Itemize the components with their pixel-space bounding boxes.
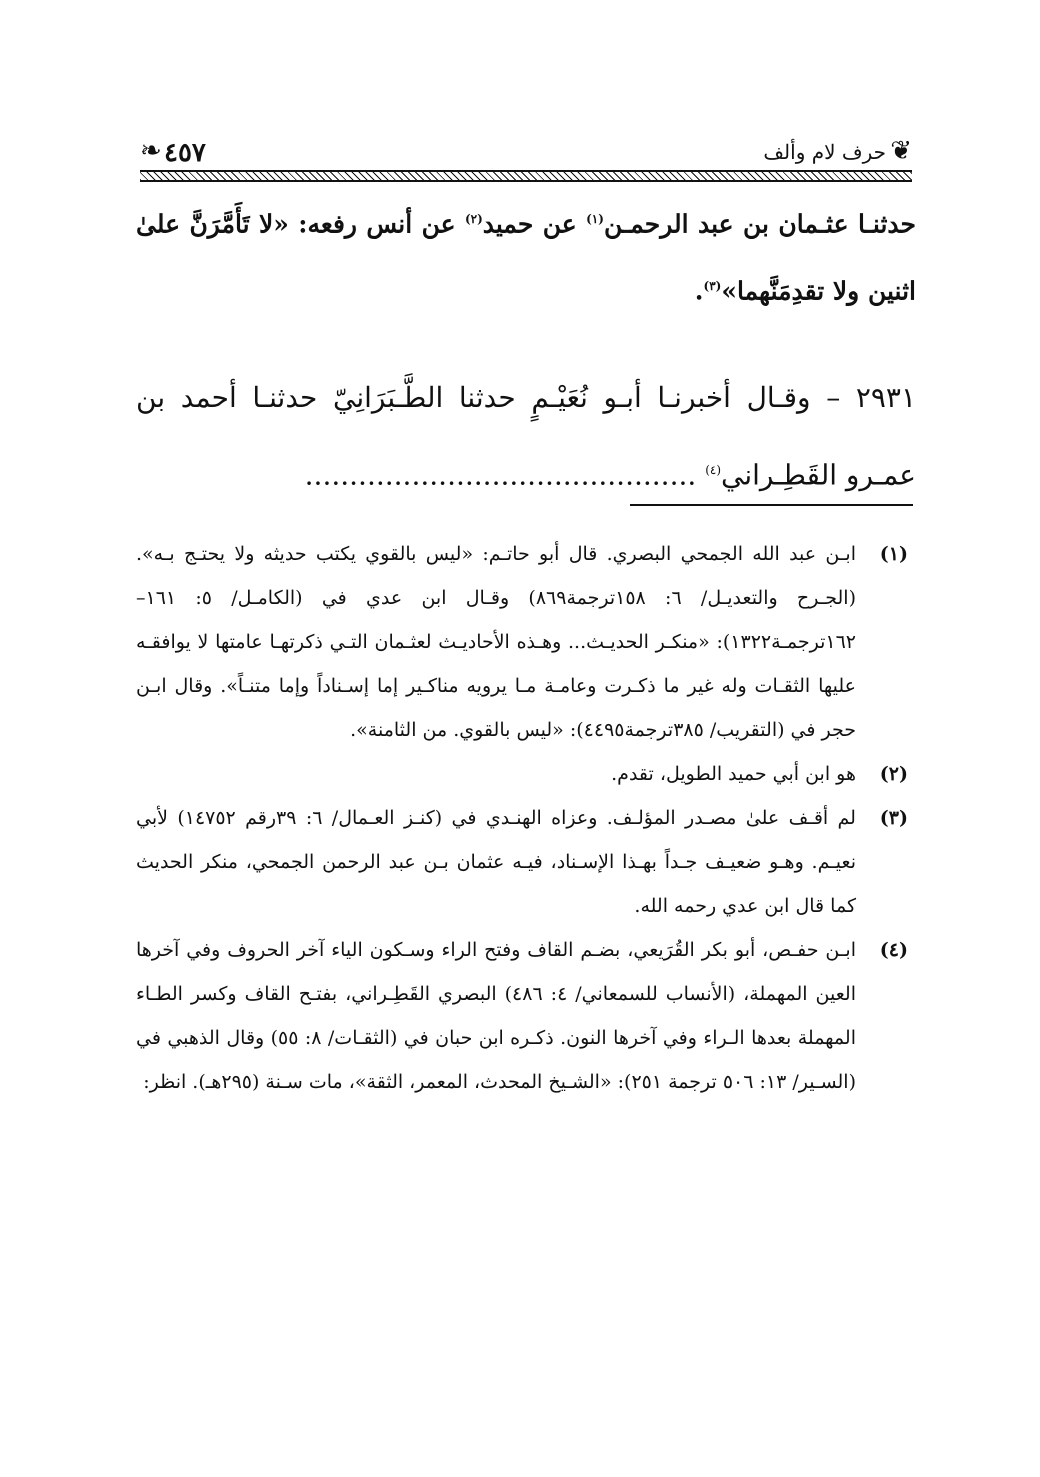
footnote-text: هو ابن أبي حميد الطويل، تقدم. [611, 763, 856, 785]
footnote [136, 796, 908, 928]
ellipsis-dots: ............................................ [304, 458, 706, 492]
footnote-number: (٣) [879, 807, 908, 829]
ornament-icon: ❦ [890, 136, 912, 166]
page-number: ٤٥٧ [164, 138, 206, 168]
running-title: حرف لام وألف [763, 140, 886, 164]
footnote-ref: (٤) [705, 463, 722, 477]
ornament-icon: ❧ [140, 136, 162, 166]
footnote-text: لم أقـف علىٰ مصـدر المؤلـف. وعزاه الهنـدي في (كنـز العـمال/ ٦: ٣٩رقم ١٤٧٥٢) لأبي نعيـم. وهـو ضعيـف جـداً بهـذا الإسـناد، فيـه عثمان بـن عبد الرحمن الجمحي، منكر الحديث كما قال ابن عدي رحمه الله. [136, 807, 856, 917]
footnote-ref: (٢) [464, 212, 483, 226]
footnote-ref: (٣) [703, 279, 722, 294]
footnote [136, 928, 908, 1104]
page-header [140, 130, 912, 178]
footnote-number: (١) [879, 543, 908, 565]
footnote-text: ابـن عبد الله الجمحي البصري. قال أبو حاتـم: «ليس بالقوي يكتب حديثه ولا يحتـج بـه». (الجـرح والتعديـل/ ٦: ١٥٨ترجمة٨٦٩) وقـال ابن عدي في (الكامـل/ ٥: ١٦١–١٦٢ترجمـة١٣٢٢): «منكـر الحديـث... وهـذه الأحاديـث لعثـمان التـي ذكرتهـا عامتها لا يوافقـه عليها الثقـات وله غير ما ذكـرت وعامـة مـا يرويه مناكـير إما إسـناداً وإما متنـاً». وقال ابـن حجر في (التقريب/ ٣٨٥ترجمة٤٤٩٥): «ليس بالقوي. من الثامنة». [136, 543, 856, 741]
footnote-text: ابـن حفـص، أبو بكر القُرَيعي، بضـم القاف وفتح الراء وسـكون الياء آخر الحروف وفي آخرها العين المهملة، (الأنساب للسمعاني/ ٤: ٤٨٦) البصري القَطِـراني، بفتـح القاف وكسر الطـاء المهملة بعدها الـراء وفي آخرها النون. ذكـره ابن حبان في (الثقـات/ ٨: ٥٥) وقال الذهبي في (السـير/ ١٣: ٥٠٦ ترجمة ٢٥١): «الشـيخ المحدث، المعمر، الثقة»، مات سـنة (٢٩٥هـ). انظر: [136, 939, 856, 1093]
footnote-ref: (١) [586, 212, 604, 226]
hadith-paragraph: ٢٩٣١ – وقـال أخبرنـا أبـو نُعَيْـمٍ حدثنا الطَّـبَرَانِيّ حدثنـا أحمد بن عمـرو القَطِـراني$^{(٤)}$ ............................................ [136, 381, 916, 492]
footnote [136, 752, 908, 796]
hadith-quote: «لا تَأَمَّرَنَّ علىٰ اثنين ولا تقدِمَنَّهما» [136, 209, 916, 306]
footnote-number: (٤) [879, 939, 908, 961]
footnote-number: (٢) [879, 763, 908, 785]
main-paragraph: حدثنـا عثـمان بن عبد الرحمـن$^{(١)}$ عن حميد$^{(٢)}$ عن أنس رفعه: «لا تَأَمَّرَنَّ علىٰ اثنين ولا تقدِمَنَّهما»$^{(٣)}$. [136, 209, 916, 306]
footnote-separator [630, 504, 913, 506]
footnotes [136, 532, 908, 1104]
header-rule [140, 170, 912, 182]
footnote [136, 532, 908, 752]
